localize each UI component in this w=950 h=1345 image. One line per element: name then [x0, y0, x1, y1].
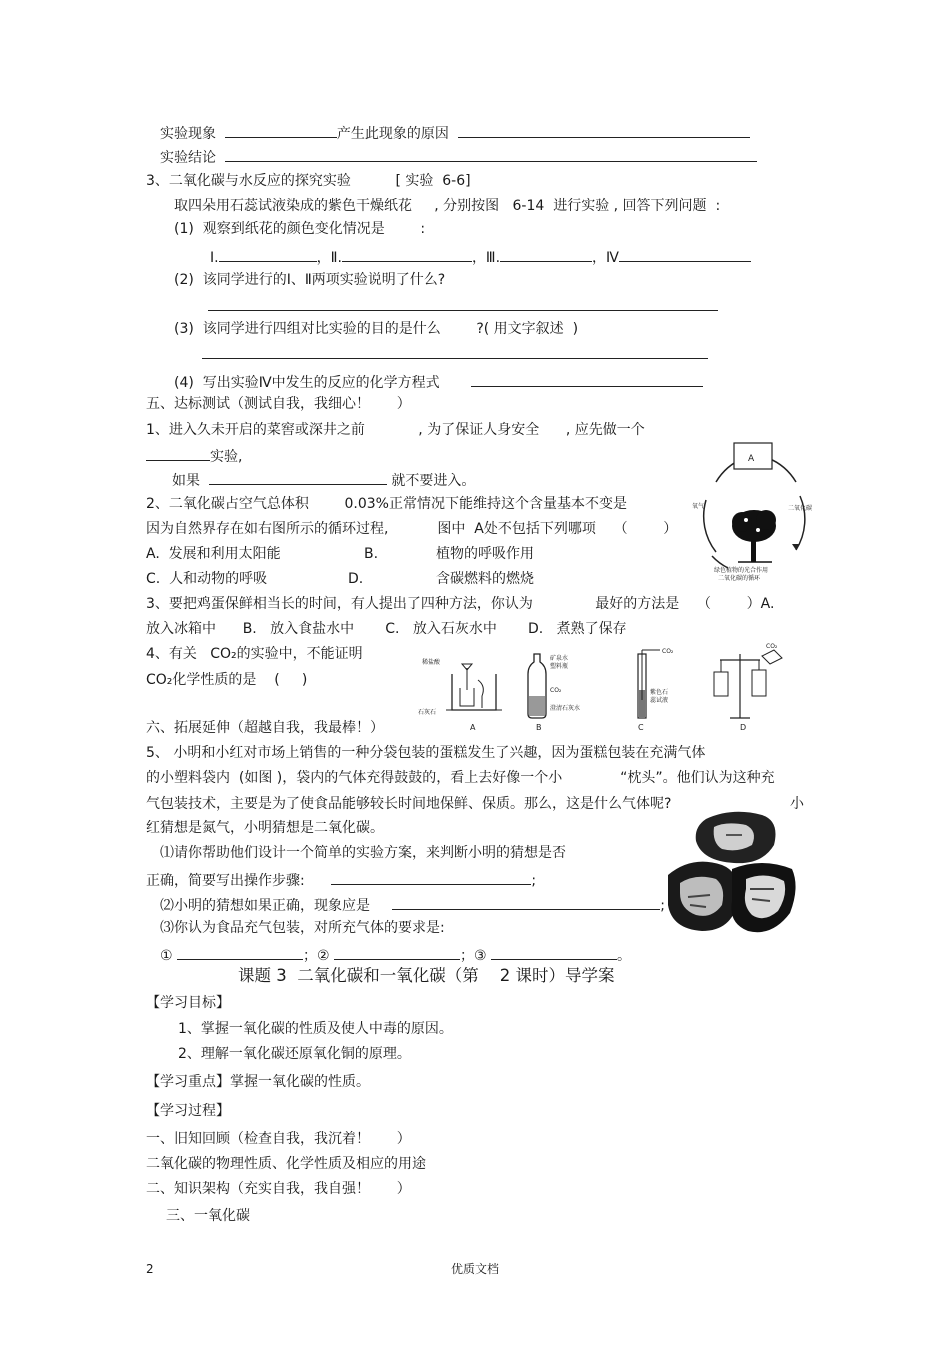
q6-sub2: [160, 894, 665, 916]
q5-1: 1、进入久未开启的菜窖或深井之前 , 为了保证人身安全 , 应先做一个: [146, 422, 645, 438]
label: (4) 写出实验Ⅳ中发生的反应的化学方程式: [174, 375, 440, 391]
learning-goal-1: 1、掌握一氧化碳的性质及使人中毒的原因。: [178, 1021, 453, 1037]
label: ；②: [303, 948, 330, 964]
q5-4: 4、有关 CO₂的实验中，不能证明: [146, 646, 363, 662]
blank[interactable]: [334, 944, 460, 960]
review-text: 二氧化碳的物理性质、化学性质及相应的用途: [146, 1156, 426, 1172]
label: 就不要进入。: [391, 473, 476, 489]
apparatus-c-mid-2: 蕊试液: [650, 697, 669, 704]
label: ;: [531, 873, 537, 889]
answers-1: [210, 246, 751, 268]
q5-2: 2、二氧化碳占空气总体积 0.03%正常情况下能维持这个含量基本不变是: [146, 496, 627, 512]
blank[interactable]: [500, 246, 592, 262]
apparatus-a-bottom: 石灰石: [418, 709, 437, 716]
apparatus-b-letter: B: [536, 723, 542, 732]
label: , 分别按图 6-14 进行实验 , 回答下列问题 :: [434, 198, 721, 214]
review-heading: 一、旧知回顾（检查自我，我沉着！ ）: [146, 1131, 411, 1147]
apparatus-c-mid-1: 紫色石: [650, 689, 669, 696]
label: ⑵小明的猜想如果正确，现象应是: [160, 898, 370, 914]
q6-line4: 红猜想是氮气，小明猜想是二氧化碳。: [146, 820, 384, 836]
q6-sub3-answers: [160, 944, 631, 966]
label: 实验结论: [160, 150, 216, 166]
blank[interactable]: [225, 146, 757, 162]
label: 实验,: [210, 449, 243, 465]
q5-2-opt-b-letter: B.: [364, 546, 379, 562]
q5-3: 3、要把鸡蛋保鲜相当长的时间，有人提出了四种方法，你认为 最好的方法是 （ ）A.: [146, 596, 775, 612]
section-6-heading: 六、拓展延伸（超越自我，我最棒！）: [146, 720, 384, 736]
q6-line1: 5、 小明和小红对市场上销售的一种分袋包装的蛋糕发生了兴趣，因为蛋糕包装在充满气体: [146, 745, 706, 761]
line-intro: [174, 196, 720, 216]
learning-focus: 【学习重点】掌握一氧化碳的性质。: [146, 1074, 370, 1090]
page-number: 2: [146, 1262, 154, 1276]
q5-1b: [146, 445, 242, 467]
question-4: [174, 371, 703, 393]
cake-bags-image: [662, 805, 802, 945]
apparatus-figure: [416, 640, 800, 740]
label: ，Ⅲ.: [471, 250, 501, 266]
blank[interactable]: [219, 246, 317, 262]
blank[interactable]: [225, 122, 337, 138]
label: 如果: [172, 473, 200, 489]
label: ①: [160, 948, 173, 964]
cycle-left-label: 氧气: [692, 503, 705, 510]
co-heading: 三、一氧化碳: [166, 1208, 250, 1224]
q5-3-options: 放入冰箱中 B. 放入食盐水中 C. 放入石灰水中 D. 煮熟了保存: [146, 621, 627, 637]
cycle-right-label: 二氧化碳: [788, 505, 813, 512]
label: 。: [617, 948, 632, 964]
blank[interactable]: [209, 469, 387, 485]
answer-3: [202, 343, 708, 365]
blank[interactable]: [146, 445, 210, 461]
apparatus-d-letter: D: [740, 723, 747, 732]
line-observation: [160, 122, 750, 144]
q5-2-opt-d-letter: D.: [348, 571, 364, 587]
apparatus-b-mid: CO₂: [550, 687, 562, 694]
label: ;: [660, 898, 665, 914]
q5-2-opt-d-text: 含碳燃料的燃烧: [436, 571, 534, 587]
learning-goal-2: 2、理解一氧化碳还原氧化铜的原理。: [178, 1046, 411, 1062]
carbon-cycle-figure: [688, 438, 816, 582]
label: 取四朵用石蕊试液染成的紫色干燥纸花: [174, 198, 412, 214]
q5-1c: [172, 469, 475, 491]
blank[interactable]: [491, 944, 617, 960]
apparatus-a-letter: A: [470, 723, 476, 732]
label: 实验现象: [160, 126, 216, 142]
q6-line3-tail: 小: [790, 796, 804, 812]
apparatus-b-top-2: 塑料瓶: [550, 663, 569, 670]
label: A. 发展和利用太阳能: [146, 546, 281, 562]
apparatus-b-bottom: 澄清石灰水: [550, 705, 581, 712]
q5-2b: 因为自然界存在如右图所示的循环过程, 图中 A处不包括下列哪项 （ ）: [146, 521, 678, 537]
label: Ⅰ.: [210, 250, 219, 266]
section-5-heading: 五、达标测试（测试自我，我细心！ ）: [146, 396, 411, 412]
blank[interactable]: [471, 371, 703, 387]
learning-process-heading: 【学习过程】: [146, 1103, 230, 1119]
q5-4b: CO₂化学性质的是 ( ): [146, 672, 308, 688]
apparatus-b-top-1: 矿泉水: [550, 655, 569, 662]
apparatus-a-top: 稀盐酸: [422, 659, 441, 666]
cycle-caption-2: 二氧化碳的循环: [718, 575, 761, 582]
q6-sub3: ⑶你认为食品充气包装，对所充气体的要求是:: [160, 920, 445, 936]
label: 3、二氧化碳与水反应的探究实验: [146, 173, 351, 189]
q5-2-opt-ab: [146, 544, 281, 564]
question-1: (1) 观察到纸花的颜色变化情况是 :: [174, 221, 426, 237]
cycle-box-label: A: [748, 454, 755, 464]
q5-2-opt-b-text: 植物的呼吸作用: [436, 546, 534, 562]
q5-2-opt-cd: C. 人和动物的呼吸: [146, 571, 268, 587]
blank[interactable]: [177, 944, 303, 960]
blank[interactable]: [342, 246, 472, 262]
q6-line3: 气包装技术，主要是为了使食品能够较长时间地保鲜、保质。那么，这是什么气体呢?: [146, 796, 672, 812]
question-2: (2) 该同学进行的Ⅰ、Ⅱ两项实验说明了什么?: [174, 272, 446, 288]
footer-label: 优质文档: [451, 1262, 500, 1276]
apparatus-c-top: CO₂: [662, 648, 674, 655]
label: 产生此现象的原因: [336, 126, 449, 142]
blank[interactable]: [208, 295, 718, 311]
framework-heading: 二、知识架构（充实自我，我自强！ ）: [146, 1181, 411, 1197]
apparatus-d-top: CO₂: [766, 643, 778, 650]
label: ，Ⅳ: [592, 250, 619, 266]
blank[interactable]: [458, 122, 750, 138]
heading-experiment-3: [146, 171, 471, 191]
label: 正确，简要写出操作步骤:: [146, 873, 305, 889]
line-conclusion: [160, 146, 757, 168]
blank[interactable]: [202, 343, 708, 359]
blank[interactable]: [619, 246, 751, 262]
question-3: (3) 该同学进行四组对比实验的目的是什么 ?( 用文字叙述 ): [174, 321, 579, 337]
lesson-title: 课题 3 二氧化碳和一氧化碳（第 2 课时）导学案: [238, 966, 615, 985]
learning-goals-heading: 【学习目标】: [146, 995, 230, 1011]
q6-sub1: ⑴请你帮助他们设计一个简单的实验方案，来判断小明的猜想是否: [160, 845, 566, 861]
blank[interactable]: [331, 869, 531, 885]
answer-2: [208, 295, 718, 317]
q6-sub1b: [146, 869, 536, 891]
apparatus-c-letter: C: [638, 723, 644, 732]
blank[interactable]: [392, 894, 660, 910]
label: ；③: [460, 948, 487, 964]
q6-line2: 的小塑料袋内 (如图 )，袋内的气体充得鼓鼓的，看上去好像一个小 “枕头”。他们认为这种充: [146, 770, 775, 786]
label: [ 实验 6-6]: [395, 173, 471, 189]
label: ，Ⅱ.: [316, 250, 342, 266]
cycle-caption-1: 绿色植物的光合作用: [714, 567, 769, 574]
